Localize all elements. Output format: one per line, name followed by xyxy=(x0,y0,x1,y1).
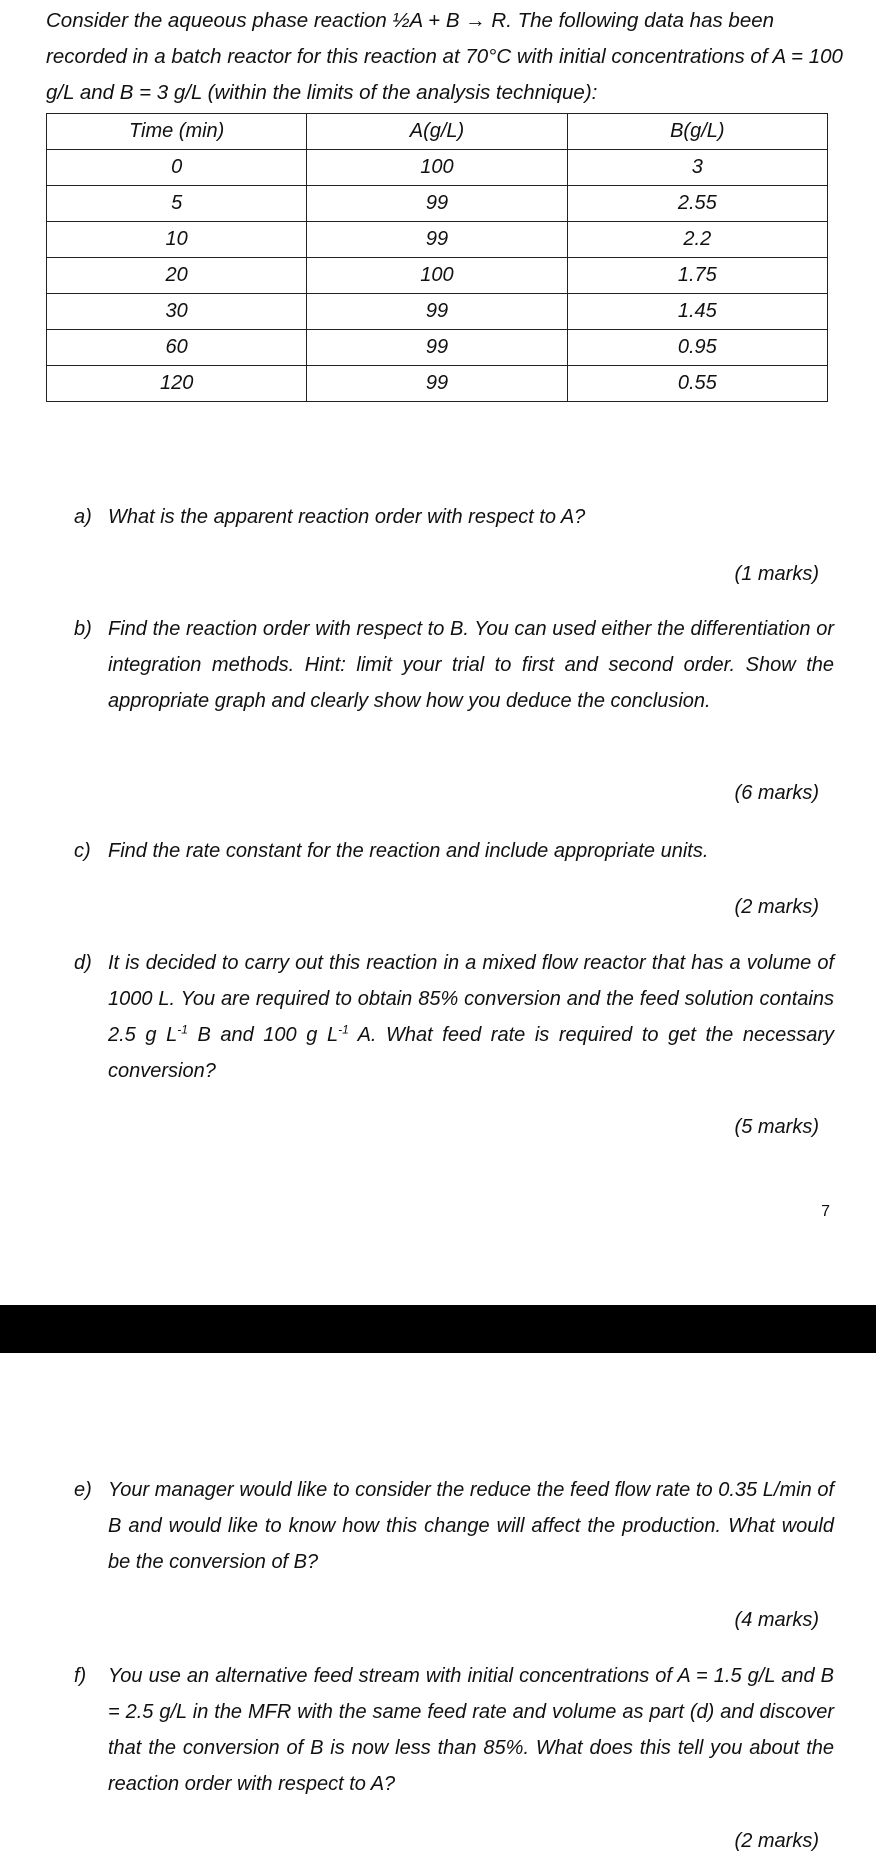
table-row xyxy=(47,294,828,330)
question-c-text: Find the rate constant for the reaction and include appropriate units. xyxy=(108,840,709,862)
table-cell-a: 99 xyxy=(307,294,567,330)
problem-statement: Consider the aqueous phase reaction ½A + B → R. The following data has been recorded in a batch reactor for this reaction at 70°C with initial concentrations of A = 100 g/L and B = 3 g/L (within the limits of the analysis technique): xyxy=(46,9,843,104)
question-a xyxy=(74,499,834,535)
table-header-row xyxy=(47,114,828,150)
table-cell-time: 30 xyxy=(47,294,307,330)
table-cell-b: 1.45 xyxy=(567,294,827,330)
table-cell-b: 1.75 xyxy=(567,258,827,294)
question-d-letter: d) xyxy=(74,952,92,974)
table-row xyxy=(47,258,828,294)
question-e-letter: e) xyxy=(74,1479,92,1501)
table-row xyxy=(47,150,828,186)
table-cell-a: 100 xyxy=(307,150,567,186)
question-e-marks: (4 marks) xyxy=(734,1609,819,1631)
question-b xyxy=(74,611,834,719)
question-b-marks: (6 marks) xyxy=(734,782,819,804)
question-b-text: Find the reaction order with respect to B. You can used either the differentiation or integration methods. Hint: limit your trial to first and second order. Show the appropriate graph and clearly show how you deduce the conclusion. xyxy=(108,618,834,712)
question-d-text-part-1: It is decided to carry out this reaction in a mixed flow reactor that has a volume of 1000 L. You are required to obtain 85% conversion and the feed solution contains 2.5 g L xyxy=(108,952,834,1046)
column-header-time: Time (min) xyxy=(47,114,307,150)
page-number: 7 xyxy=(821,1203,830,1220)
question-e xyxy=(74,1472,834,1580)
question-a-letter: a) xyxy=(74,506,92,528)
unit-exponent: -1 xyxy=(338,1022,349,1037)
table-cell-a: 99 xyxy=(307,330,567,366)
table-cell-time: 60 xyxy=(47,330,307,366)
question-f-text: You use an alternative feed stream with initial concentrations of A = 1.5 g/L and B = 2.5 g/L in the MFR with the same feed rate and volume as part (d) and discover that the conversion of B is now less than 85%. What does this tell you about the reaction order with respect to A? xyxy=(108,1665,834,1795)
question-d-marks: (5 marks) xyxy=(734,1116,819,1138)
question-d-text xyxy=(108,945,834,1089)
table-row xyxy=(47,330,828,366)
table-row xyxy=(47,222,828,258)
batch-reactor-data-table xyxy=(46,113,828,402)
table-cell-b: 3 xyxy=(567,150,827,186)
table-cell-a: 99 xyxy=(307,186,567,222)
table-cell-b: 2.55 xyxy=(567,186,827,222)
table-cell-time: 5 xyxy=(47,186,307,222)
table-cell-time: 10 xyxy=(47,222,307,258)
question-d-text-part-3: A. What feed rate is required to get the necessary conversion? xyxy=(108,1024,834,1082)
table-cell-b: 0.55 xyxy=(567,366,827,402)
question-a-marks: (1 marks) xyxy=(734,563,819,585)
table-cell-b: 2.2 xyxy=(567,222,827,258)
table-row xyxy=(47,366,828,402)
question-f xyxy=(74,1658,834,1802)
column-header-a: A(g/L) xyxy=(307,114,567,150)
question-d-text-part-2: B and 100 g L xyxy=(187,1024,339,1046)
table-cell-time: 20 xyxy=(47,258,307,294)
question-a-text: What is the apparent reaction order with respect to A? xyxy=(108,506,586,528)
question-d xyxy=(74,945,834,1089)
table-cell-a: 99 xyxy=(307,366,567,402)
question-f-letter: f) xyxy=(74,1665,87,1687)
table-cell-time: 0 xyxy=(47,150,307,186)
table-cell-a: 99 xyxy=(307,222,567,258)
page-separator-bar xyxy=(0,1305,876,1353)
table-cell-a: 100 xyxy=(307,258,567,294)
question-c-letter: c) xyxy=(74,840,91,862)
table-cell-b: 0.95 xyxy=(567,330,827,366)
column-header-b: B(g/L) xyxy=(567,114,827,150)
question-f-marks: (2 marks) xyxy=(734,1830,819,1852)
question-e-text: Your manager would like to consider the reduce the feed flow rate to 0.35 L/min of B and would like to know how this change will affect the production. What would be the conversion of B? xyxy=(108,1479,834,1573)
question-c-marks: (2 marks) xyxy=(734,896,819,918)
question-b-letter: b) xyxy=(74,618,92,640)
table-cell-time: 120 xyxy=(47,366,307,402)
table-row xyxy=(47,186,828,222)
unit-exponent: -1 xyxy=(177,1022,188,1037)
question-c xyxy=(74,833,834,869)
